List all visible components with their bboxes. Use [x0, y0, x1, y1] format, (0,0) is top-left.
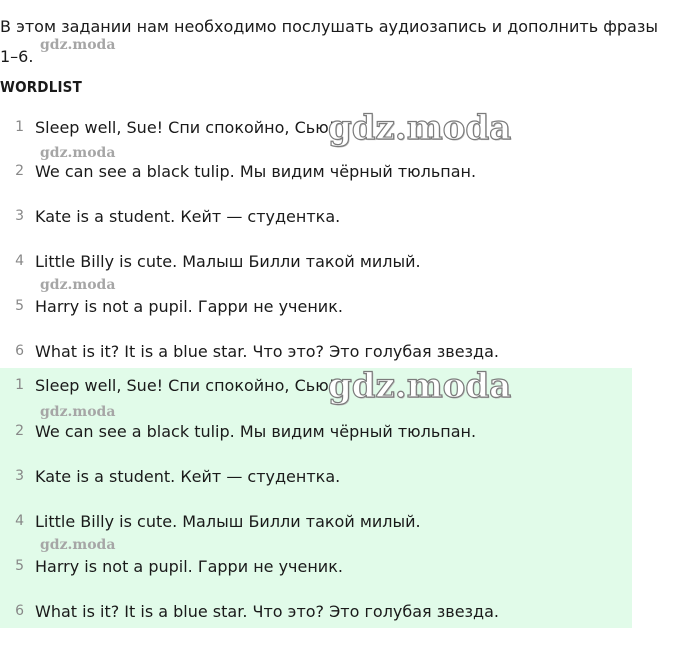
item-number: 3: [15, 468, 24, 484]
item-text: Sleep well, Sue! Спи спокойно, Сью!: [35, 375, 336, 395]
watermark: gdz.moda: [40, 404, 116, 420]
watermark-large: gdz.moda: [328, 366, 512, 406]
item-number: 3: [15, 208, 24, 224]
item-text: What is it? It is a blue star. Что это? Это голубая звезда.: [35, 341, 500, 361]
item-text: Little Billy is cute. Малыш Билли такой милый.: [35, 251, 421, 271]
item-number: 2: [15, 423, 24, 439]
item-text: Kate is a student. Кейт — студентка.: [35, 466, 341, 486]
item-number: 6: [15, 603, 24, 619]
watermark: gdz.moda: [40, 37, 116, 53]
list-item: [0, 248, 421, 274]
list-item: [0, 553, 343, 579]
item-number: 6: [15, 343, 24, 359]
list-item: [0, 508, 421, 534]
list-item: [0, 418, 476, 444]
item-text: What is it? It is a blue star. Что это? Это голубая звезда.: [35, 601, 500, 621]
item-number: 1: [15, 377, 24, 393]
watermark-large: gdz.moda: [328, 108, 512, 148]
list-item: [0, 293, 343, 319]
list-item: [0, 158, 476, 184]
list-item: [0, 463, 340, 489]
item-text: We can see a black tulip. Мы видим чёрный тюльпан.: [35, 421, 477, 441]
item-number: 4: [15, 253, 24, 269]
wordlist-list: [0, 104, 632, 364]
list-item: [0, 203, 340, 229]
item-number: 2: [15, 163, 24, 179]
item-text: Harry is not a pupil. Гарри не ученик.: [35, 556, 343, 576]
watermark: gdz.moda: [40, 145, 116, 161]
item-number: 1: [15, 119, 24, 135]
item-number: 5: [15, 558, 24, 574]
intro-text: В этом задании нам необходимо послушать аудиозапись и дополнить фразы 1–6.: [0, 17, 658, 66]
item-text: Sleep well, Sue! Спи спокойно, Сью!: [35, 117, 336, 137]
watermark: gdz.moda: [40, 537, 116, 553]
item-text: Little Billy is cute. Малыш Билли такой милый.: [35, 511, 421, 531]
wordlist-heading: WORDLIST: [0, 78, 82, 96]
item-text: We can see a black tulip. Мы видим чёрный тюльпан.: [35, 161, 477, 181]
list-item: [0, 598, 499, 624]
item-number: 4: [15, 513, 24, 529]
item-text: Kate is a student. Кейт — студентка.: [35, 206, 341, 226]
list-item: [0, 372, 335, 398]
item-text: Harry is not a pupil. Гарри не ученик.: [35, 296, 343, 316]
list-item: [0, 114, 335, 140]
watermark: gdz.moda: [40, 277, 116, 293]
item-number: 5: [15, 298, 24, 314]
list-item: [0, 338, 499, 364]
